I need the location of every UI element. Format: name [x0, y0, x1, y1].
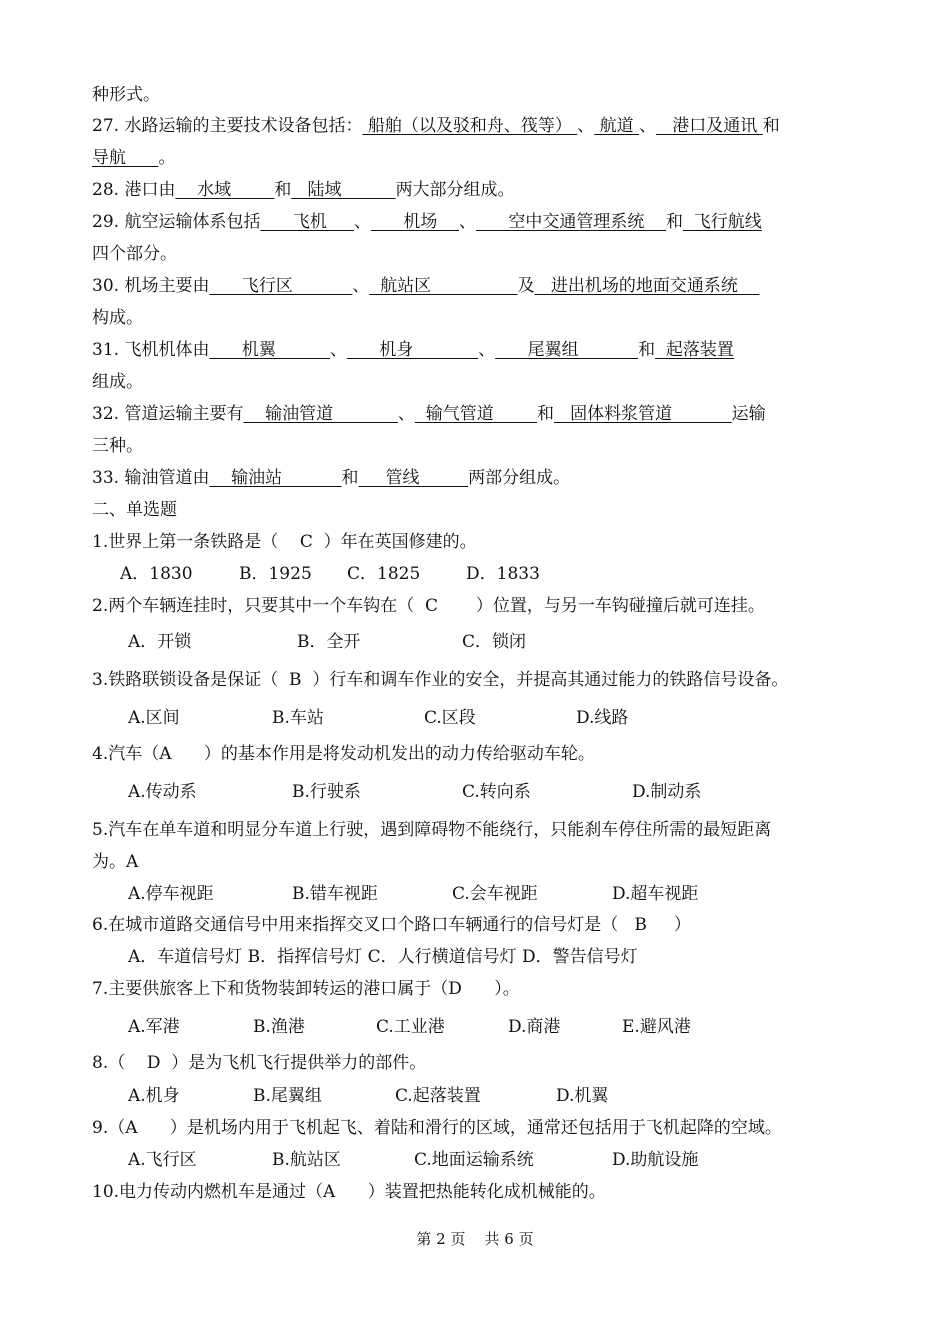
mc-q7-option-c: C.工业港 [376, 1017, 445, 1037]
question-32-cont: 三种。 [92, 436, 143, 456]
mc-q9-option-a: A.飞行区 [128, 1150, 197, 1170]
q33-answer-2: 管线 [358, 468, 469, 488]
mc-q2-option-a: A．开锁 [128, 632, 192, 652]
question-30-cont: 构成。 [92, 308, 143, 328]
q31-answer-2: 机身 [346, 340, 479, 360]
q30-answer-1: 飞行区 [209, 276, 353, 296]
q32-sep-1: 、 [397, 404, 415, 424]
q29-answer-3: 空中交通管理系统 [475, 212, 666, 232]
mc-q9-option-b: B.航站区 [272, 1150, 341, 1170]
q32-answer-1: 输油管道 [243, 404, 398, 424]
q33-suffix: 两部分组成。 [468, 468, 571, 488]
mc-q5-option-d: D.超车视距 [612, 884, 699, 904]
q27-sep-1: 、 [577, 116, 595, 136]
mc-q1-option-c: C．1825 [347, 564, 421, 584]
mc-q4-option-d: D.制动系 [632, 782, 702, 802]
question-29 [92, 210, 762, 234]
mc-question-7: 7.主要供旅客上下和货物装卸转运的港口属于（D ）。 [92, 979, 520, 999]
mc-question-8: 8.（ D ）是为飞机飞行提供举力的部件。 [92, 1053, 427, 1073]
mc-question-5-cont: 为。A [92, 852, 139, 872]
mc-q3-option-a: A.区间 [128, 708, 180, 728]
q30-answer-3: 进出机场的地面交通系统 [534, 276, 760, 296]
q31-prefix: 31. 飞机机体由 [92, 340, 210, 360]
q32-answer-3: 固体料浆管道 [553, 404, 732, 424]
question-33 [92, 466, 570, 490]
q29-mid: 和 [666, 212, 683, 232]
q29-sep-2: 、 [458, 212, 476, 232]
q28-suffix: 两大部分组成。 [395, 180, 515, 200]
question-31-cont: 组成。 [92, 372, 143, 392]
q33-mid: 和 [341, 468, 359, 488]
q32-prefix: 32. 管道运输主要有 [92, 404, 244, 424]
q30-answer-2: 航站区 [369, 276, 518, 296]
mc-q3-option-d: D.线路 [576, 708, 629, 728]
q33-answer-1: 输油站 [209, 468, 342, 488]
q27-tail-2: 。 [158, 148, 176, 168]
question-32 [92, 402, 766, 426]
q32-suffix: 运输 [731, 404, 766, 424]
mc-q1-option-d: D．1833 [466, 564, 540, 584]
mc-q6-options: A．车道信号灯 B．指挥信号灯 C．人行横道信号灯 D．警告信号灯 [128, 947, 638, 967]
mc-q7-option-a: A.军港 [128, 1017, 180, 1037]
mc-q1-option-a: A．1830 [120, 564, 193, 584]
mc-question-10: 10.电力传动内燃机车是通过（A ）装置把热能转化成机械能的。 [92, 1182, 606, 1202]
q31-sep-1: 、 [329, 340, 347, 360]
mc-q8-option-c: C.起落装置 [395, 1086, 481, 1106]
q27-answer-4: 导航 [92, 148, 159, 168]
section-title: 二、单选题 [92, 500, 177, 520]
q32-mid: 和 [536, 404, 554, 424]
mc-q4-option-a: A.传动系 [128, 782, 197, 802]
q28-mid: 和 [274, 180, 292, 200]
q31-sep-2: 、 [478, 340, 496, 360]
mc-q7-option-e: E.避风港 [622, 1017, 691, 1037]
q29-answer-2: 机场 [370, 212, 459, 232]
q29-sep-1: 、 [353, 212, 371, 232]
mc-q7-option-d: D.商港 [508, 1017, 561, 1037]
mc-q4-option-b: B.行驶系 [292, 782, 361, 802]
mc-q8-option-b: B.尾翼组 [253, 1086, 322, 1106]
mc-q5-option-b: B.错车视距 [292, 884, 378, 904]
q31-answer-1: 机翼 [209, 340, 330, 360]
mc-q8-option-d: D.机翼 [556, 1086, 609, 1106]
mc-q2-option-c: C．锁闭 [462, 632, 527, 652]
question-29-cont: 四个部分。 [92, 244, 177, 264]
mc-q1-option-b: B．1925 [239, 564, 312, 584]
page-footer: 第 2 页 共 6 页 [416, 1230, 534, 1248]
q32-answer-2: 输气管道 [414, 404, 537, 424]
mc-question-1: 1.世界上第一条铁路是（ C ）年在英国修建的。 [92, 532, 477, 552]
question-30 [92, 274, 759, 298]
q27-answer-2: 航道 [594, 116, 640, 136]
mc-q3-option-b: B.车站 [272, 708, 324, 728]
q33-prefix: 33. 输油管道由 [92, 468, 210, 488]
q28-answer-1: 水域 [175, 180, 275, 200]
mc-question-5: 5.汽车在单车道和明显分车道上行驶，遇到障碍物不能绕行，只能刹车停住所需的最短距离 [92, 820, 772, 840]
mc-question-6: 6.在城市道路交通信号中用来指挥交叉口个路口车辆通行的信号灯是（ B ） [92, 915, 691, 935]
mc-question-9: 9.（A ）是机场内用于飞机起飞、着陆和滑行的区域，通常还包括用于飞机起降的空域。 [92, 1118, 782, 1138]
mc-q8-option-a: A.机身 [128, 1086, 180, 1106]
question-28 [92, 178, 515, 202]
mc-q2-option-b: B．全开 [297, 632, 361, 652]
mc-q4-option-c: C.转向系 [462, 782, 531, 802]
mc-q3-option-c: C.区段 [424, 708, 476, 728]
q30-prefix: 30. 机场主要由 [92, 276, 210, 296]
q29-prefix: 29. 航空运输体系包括 [92, 212, 261, 232]
mc-q9-option-c: C.地面运输系统 [414, 1150, 534, 1170]
q27-prefix: 27. 水路运输的主要技术设备包括： [92, 116, 363, 136]
q27-answer-3: 港口及通讯 [656, 116, 763, 136]
q26-tail: 种形式。 [92, 85, 160, 105]
q29-answer-4: 飞行航线 [683, 212, 762, 232]
mc-question-4: 4.汽车（A ）的基本作用是将发动机发出的动力传给驱动车轮。 [92, 744, 595, 764]
q31-answer-4: 起落装置 [655, 340, 734, 360]
mc-q9-option-d: D.助航设施 [612, 1150, 699, 1170]
q30-sep-1: 、 [352, 276, 370, 296]
question-31 [92, 338, 734, 362]
question-27 [92, 114, 780, 138]
q27-answer-1: 船舶（以及驳和舟、筏等） [362, 116, 578, 136]
mc-question-2: 2.两个车辆连挂时，只要其中一个车钩在（ C ）位置，与另一车钩碰撞后就可连挂。 [92, 596, 765, 616]
q27-sep-2: 、 [639, 116, 657, 136]
mc-q5-option-a: A.停车视距 [128, 884, 214, 904]
question-27-cont [92, 146, 175, 170]
mc-question-3: 3.铁路联锁设备是保证（ B ）行车和调车作业的安全，并提高其通过能力的铁路信号设备。 [92, 670, 789, 690]
q31-answer-3: 尾翼组 [495, 340, 639, 360]
q28-prefix: 28. 港口由 [92, 180, 176, 200]
q30-mid: 及 [517, 276, 535, 296]
q29-answer-1: 飞机 [260, 212, 354, 232]
mc-q5-option-c: C.会车视距 [452, 884, 538, 904]
mc-q7-option-b: B.渔港 [253, 1017, 305, 1037]
q27-tail-1: 和 [762, 116, 780, 136]
q31-mid: 和 [638, 340, 656, 360]
q28-answer-2: 陆域 [291, 180, 396, 200]
